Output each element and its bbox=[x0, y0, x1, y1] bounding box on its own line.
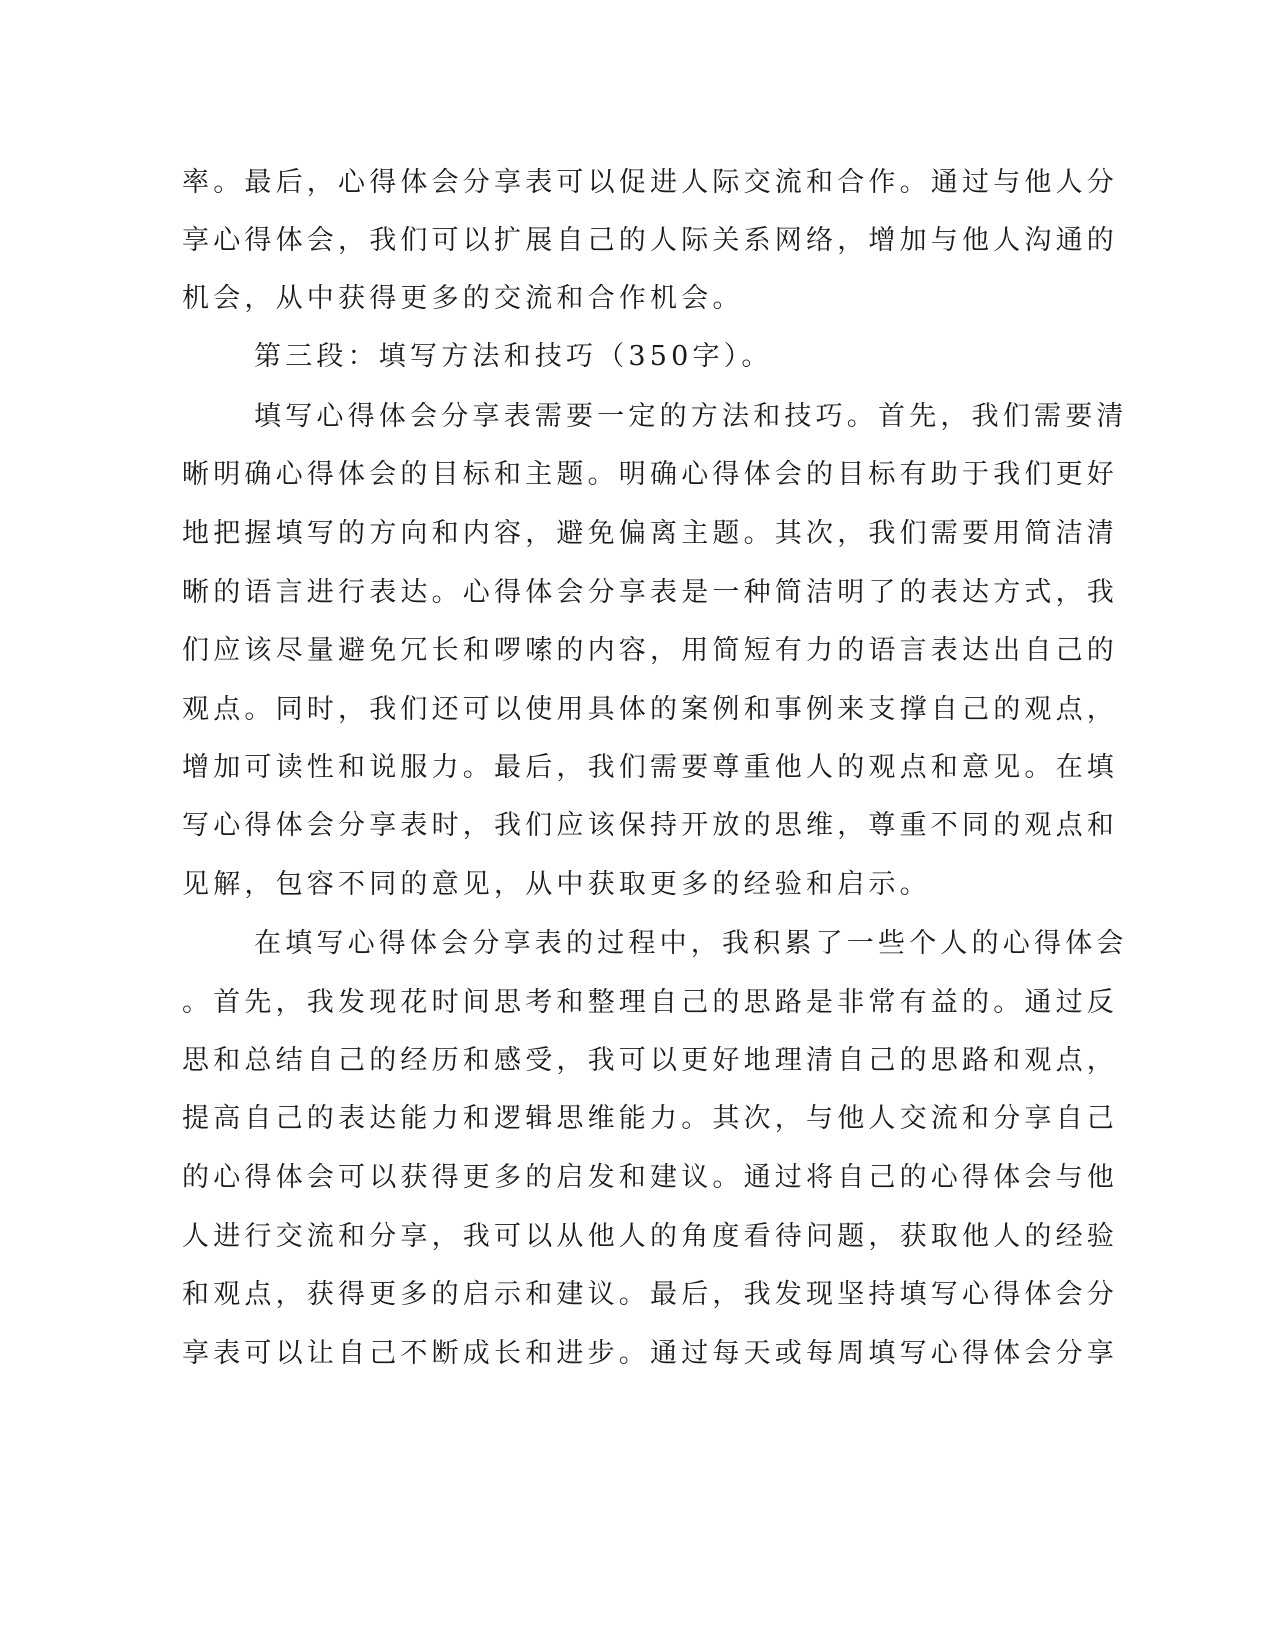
text-line: 和观点，获得更多的启示和建议。最后，我发现坚持填写心得体会分 bbox=[182, 1279, 1118, 1310]
text-line: 提高自己的表达能力和逻辑思维能力。其次，与他人交流和分享自己 bbox=[182, 1103, 1118, 1134]
text-line: 。首先，我发现花时间思考和整理自己的思路是非常有益的。通过反 bbox=[182, 987, 1118, 1018]
text-line: 享表可以让自己不断成长和进步。通过每天或每周填写心得体会分享 bbox=[182, 1338, 1118, 1369]
text-line: 增加可读性和说服力。最后，我们需要尊重他人的观点和意见。在填 bbox=[182, 752, 1118, 783]
text-line: 观点。同时，我们还可以使用具体的案例和事例来支撑自己的观点， bbox=[182, 694, 1118, 725]
text-line: 地把握填写的方向和内容，避免偏离主题。其次，我们需要用简洁清 bbox=[182, 518, 1118, 549]
text-line: 率。最后，心得体会分享表可以促进人际交流和合作。通过与他人分 bbox=[182, 167, 1118, 198]
text-line: 们应该尽量避免冗长和啰嗦的内容，用简短有力的语言表达出自己的 bbox=[182, 635, 1118, 666]
text-line: 晰明确心得体会的目标和主题。明确心得体会的目标有助于我们更好 bbox=[182, 459, 1118, 490]
section-heading: 第三段：填写方法和技巧（350字）。 bbox=[254, 341, 773, 372]
text-line: 见解，包容不同的意见，从中获取更多的经验和启示。 bbox=[182, 869, 931, 900]
text-line: 晰的语言进行表达。心得体会分享表是一种简洁明了的表达方式，我 bbox=[182, 577, 1118, 608]
text-line: 机会，从中获得更多的交流和合作机会。 bbox=[182, 283, 744, 314]
text-line: 思和总结自己的经历和感受，我可以更好地理清自己的思路和观点， bbox=[182, 1045, 1118, 1076]
text-line: 的心得体会可以获得更多的启发和建议。通过将自己的心得体会与他 bbox=[182, 1162, 1118, 1193]
text-line: 享心得体会，我们可以扩展自己的人际关系网络，增加与他人沟通的 bbox=[182, 225, 1118, 256]
text-line: 人进行交流和分享，我可以从他人的角度看待问题，获取他人的经验 bbox=[182, 1221, 1118, 1252]
text-line: 填写心得体会分享表需要一定的方法和技巧。首先，我们需要清 bbox=[254, 401, 1128, 432]
text-line: 在填写心得体会分享表的过程中，我积累了一些个人的心得体会 bbox=[254, 928, 1128, 959]
text-line: 写心得体会分享表时，我们应该保持开放的思维，尊重不同的观点和 bbox=[182, 810, 1118, 841]
